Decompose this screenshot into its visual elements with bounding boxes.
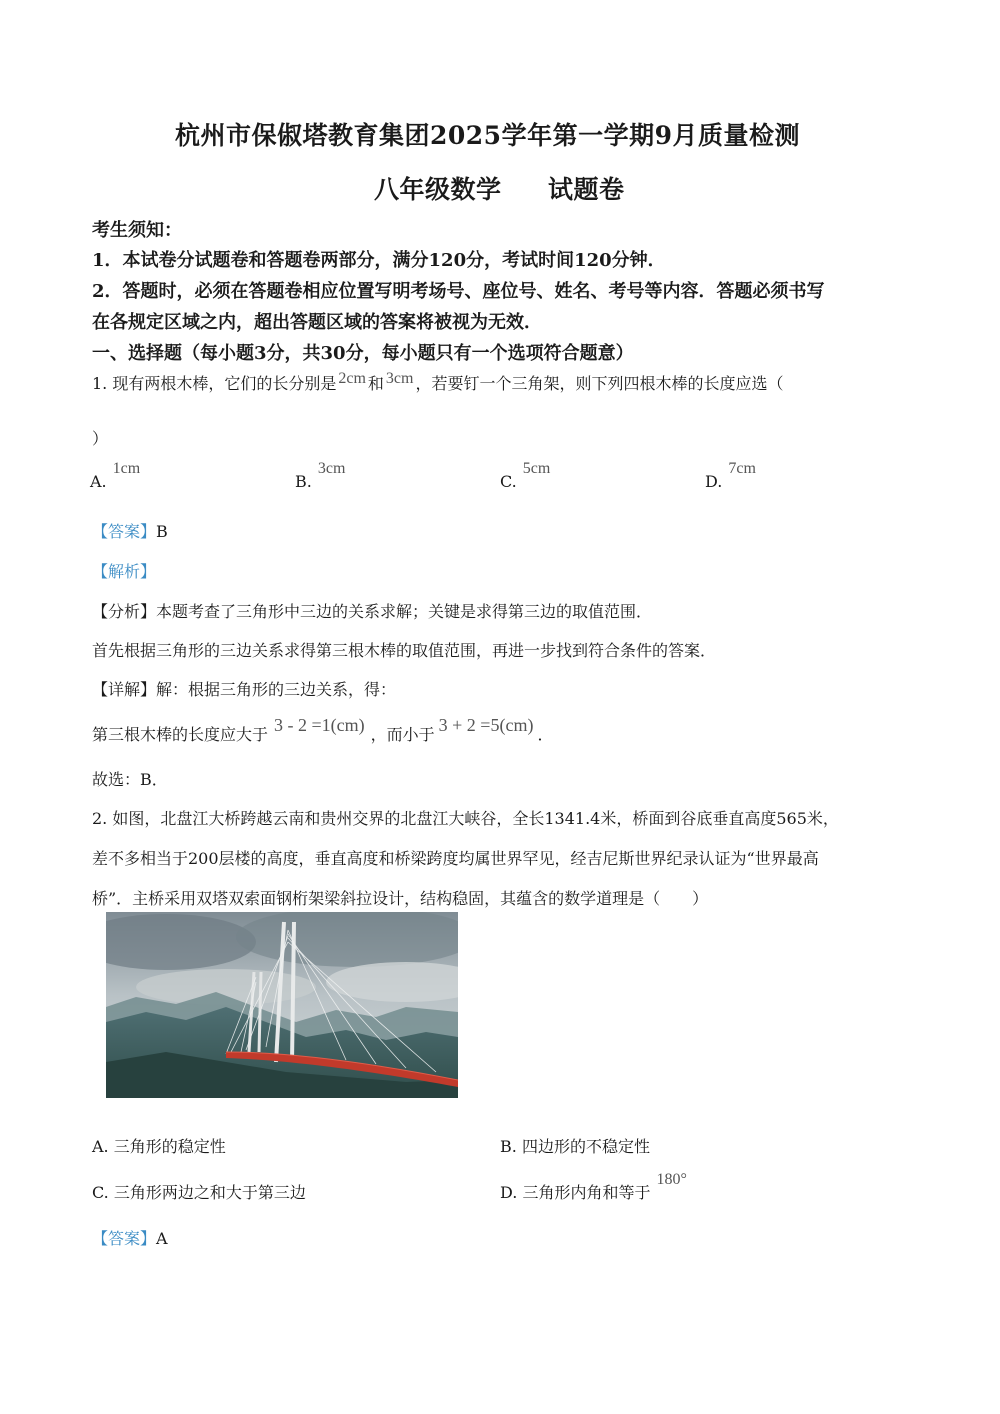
- q2-option-b-letter: B.: [500, 1137, 517, 1156]
- q2-option-a: [92, 1134, 226, 1157]
- q1-option-d: [705, 460, 756, 492]
- q1-option-d-value: 7cm: [728, 460, 756, 477]
- q1-detail-line-2-c: ．: [537, 725, 554, 744]
- question-1-stem-end: ）: [92, 429, 109, 448]
- q1-analysis-text: 本题考查了三角形中三边的关系求解；关键是求得第三边的取值范围．: [156, 602, 653, 621]
- q1-option-a-value: 1cm: [112, 460, 141, 477]
- q1-length-1: 2cm: [338, 370, 366, 387]
- q1-option-c-value: 5cm: [522, 460, 551, 477]
- q1-conclusion: 故选：B．: [92, 770, 168, 789]
- q1-expression-1: 3 - 2 =1(cm): [274, 715, 365, 735]
- q2-option-c: [92, 1180, 306, 1203]
- q2-option-d-value: 180°: [656, 1171, 687, 1188]
- q2-answer: [92, 1226, 168, 1249]
- q1-detail: [92, 677, 396, 700]
- q1-analysis-tag: 【解析】: [92, 562, 157, 581]
- q1-answer-value: B: [156, 522, 168, 541]
- q2-option-c-letter: C.: [92, 1183, 109, 1202]
- q2-option-d: [500, 1171, 687, 1203]
- q1-option-c-letter: C.: [500, 472, 517, 491]
- q2-option-b: [500, 1134, 650, 1157]
- notice-item-2-line-1: 2．答题时，必须在答题卷相应位置写明考场号、座位号、姓名、考号等内容．答题必须书写: [92, 281, 825, 302]
- q1-detail-label: 【详解】: [92, 680, 157, 699]
- notice-item-2-line-2: 在各规定区域之内，超出答题区域的答案将被视为无效．: [92, 312, 542, 333]
- q1-expression-2: 3 + 2 =5(cm): [438, 715, 534, 735]
- section-heading: 一、选择题（每小题3分，共30分，每小题只有一个选项符合题意）: [92, 343, 634, 364]
- q1-stem-b: 和: [367, 374, 384, 393]
- exam-subject: 八年级数学: [374, 175, 502, 204]
- q1-stem-c: ，若要钉一个三角架，则下列四根木棒的长度应选（: [415, 374, 784, 393]
- q2-option-d-text: 三角形内角和等于: [522, 1183, 651, 1202]
- q2-option-a-letter: A.: [92, 1137, 109, 1156]
- q1-option-a-letter: A.: [90, 472, 107, 491]
- question-2-line-3: 桥”．主桥采用双塔双索面钢桁架梁斜拉设计，结构稳固，其蕴含的数学道理是（ ）: [92, 889, 709, 908]
- q1-analysis-line-2: 首先根据三角形的三边关系求得第三根木棒的取值范围，再进一步找到符合条件的答案．: [92, 641, 717, 660]
- q2-answer-value: A: [156, 1229, 168, 1248]
- q2-option-b-text: 四边形的不稳定性: [521, 1137, 650, 1156]
- q1-answer-tag: 【答案】: [92, 522, 157, 541]
- q1-length-2: 3cm: [385, 370, 414, 387]
- notice-item-1: 1．本试卷分试题卷和答题卷两部分，满分120分，考试时间120分钟．: [92, 250, 666, 271]
- q1-analysis: [92, 599, 652, 622]
- q1-option-c: [500, 460, 551, 492]
- q1-option-b: [295, 460, 346, 492]
- q1-detail-text: 解：根据三角形的三边关系，得：: [156, 680, 397, 699]
- q2-option-a-text: 三角形的稳定性: [113, 1137, 226, 1156]
- exam-paper-label: 试题卷: [548, 175, 625, 204]
- question-2-line-2: 差不多相当于200层楼的高度，垂直高度和桥梁跨度均属世界罕见，经吉尼斯世界纪录认证为“世界最高: [92, 849, 819, 868]
- q1-answer: [92, 519, 168, 542]
- exam-title: 杭州市保俶塔教育集团2025学年第一学期9月质量检测: [175, 121, 800, 150]
- q1-option-d-letter: D.: [705, 472, 723, 491]
- q2-option-c-text: 三角形两边之和大于第三边: [113, 1183, 306, 1202]
- bridge-photo: [106, 912, 458, 1098]
- q1-detail-line-2: [92, 715, 554, 745]
- q1-detail-line-2-a: 第三根木棒的长度应大于: [92, 725, 269, 744]
- notice-heading: 考生须知：: [92, 220, 182, 241]
- q1-option-b-letter: B.: [295, 472, 312, 491]
- q2-option-d-letter: D.: [500, 1183, 518, 1202]
- q1-detail-line-2-b: ，而小于: [370, 725, 435, 744]
- q1-stem-a: 1. 现有两根木棒，它们的长分别是: [92, 374, 337, 393]
- question-1-stem: [92, 371, 783, 394]
- q2-answer-tag: 【答案】: [92, 1229, 157, 1248]
- q1-option-a: [90, 460, 141, 492]
- q1-option-b-value: 3cm: [317, 460, 346, 477]
- q1-analysis-label: 【分析】: [92, 602, 157, 621]
- question-2-line-1: 2. 如图，北盘江大桥跨越云南和贵州交界的北盘江大峡谷，全长1341.4米，桥面到谷底垂直高度565米，: [92, 809, 839, 828]
